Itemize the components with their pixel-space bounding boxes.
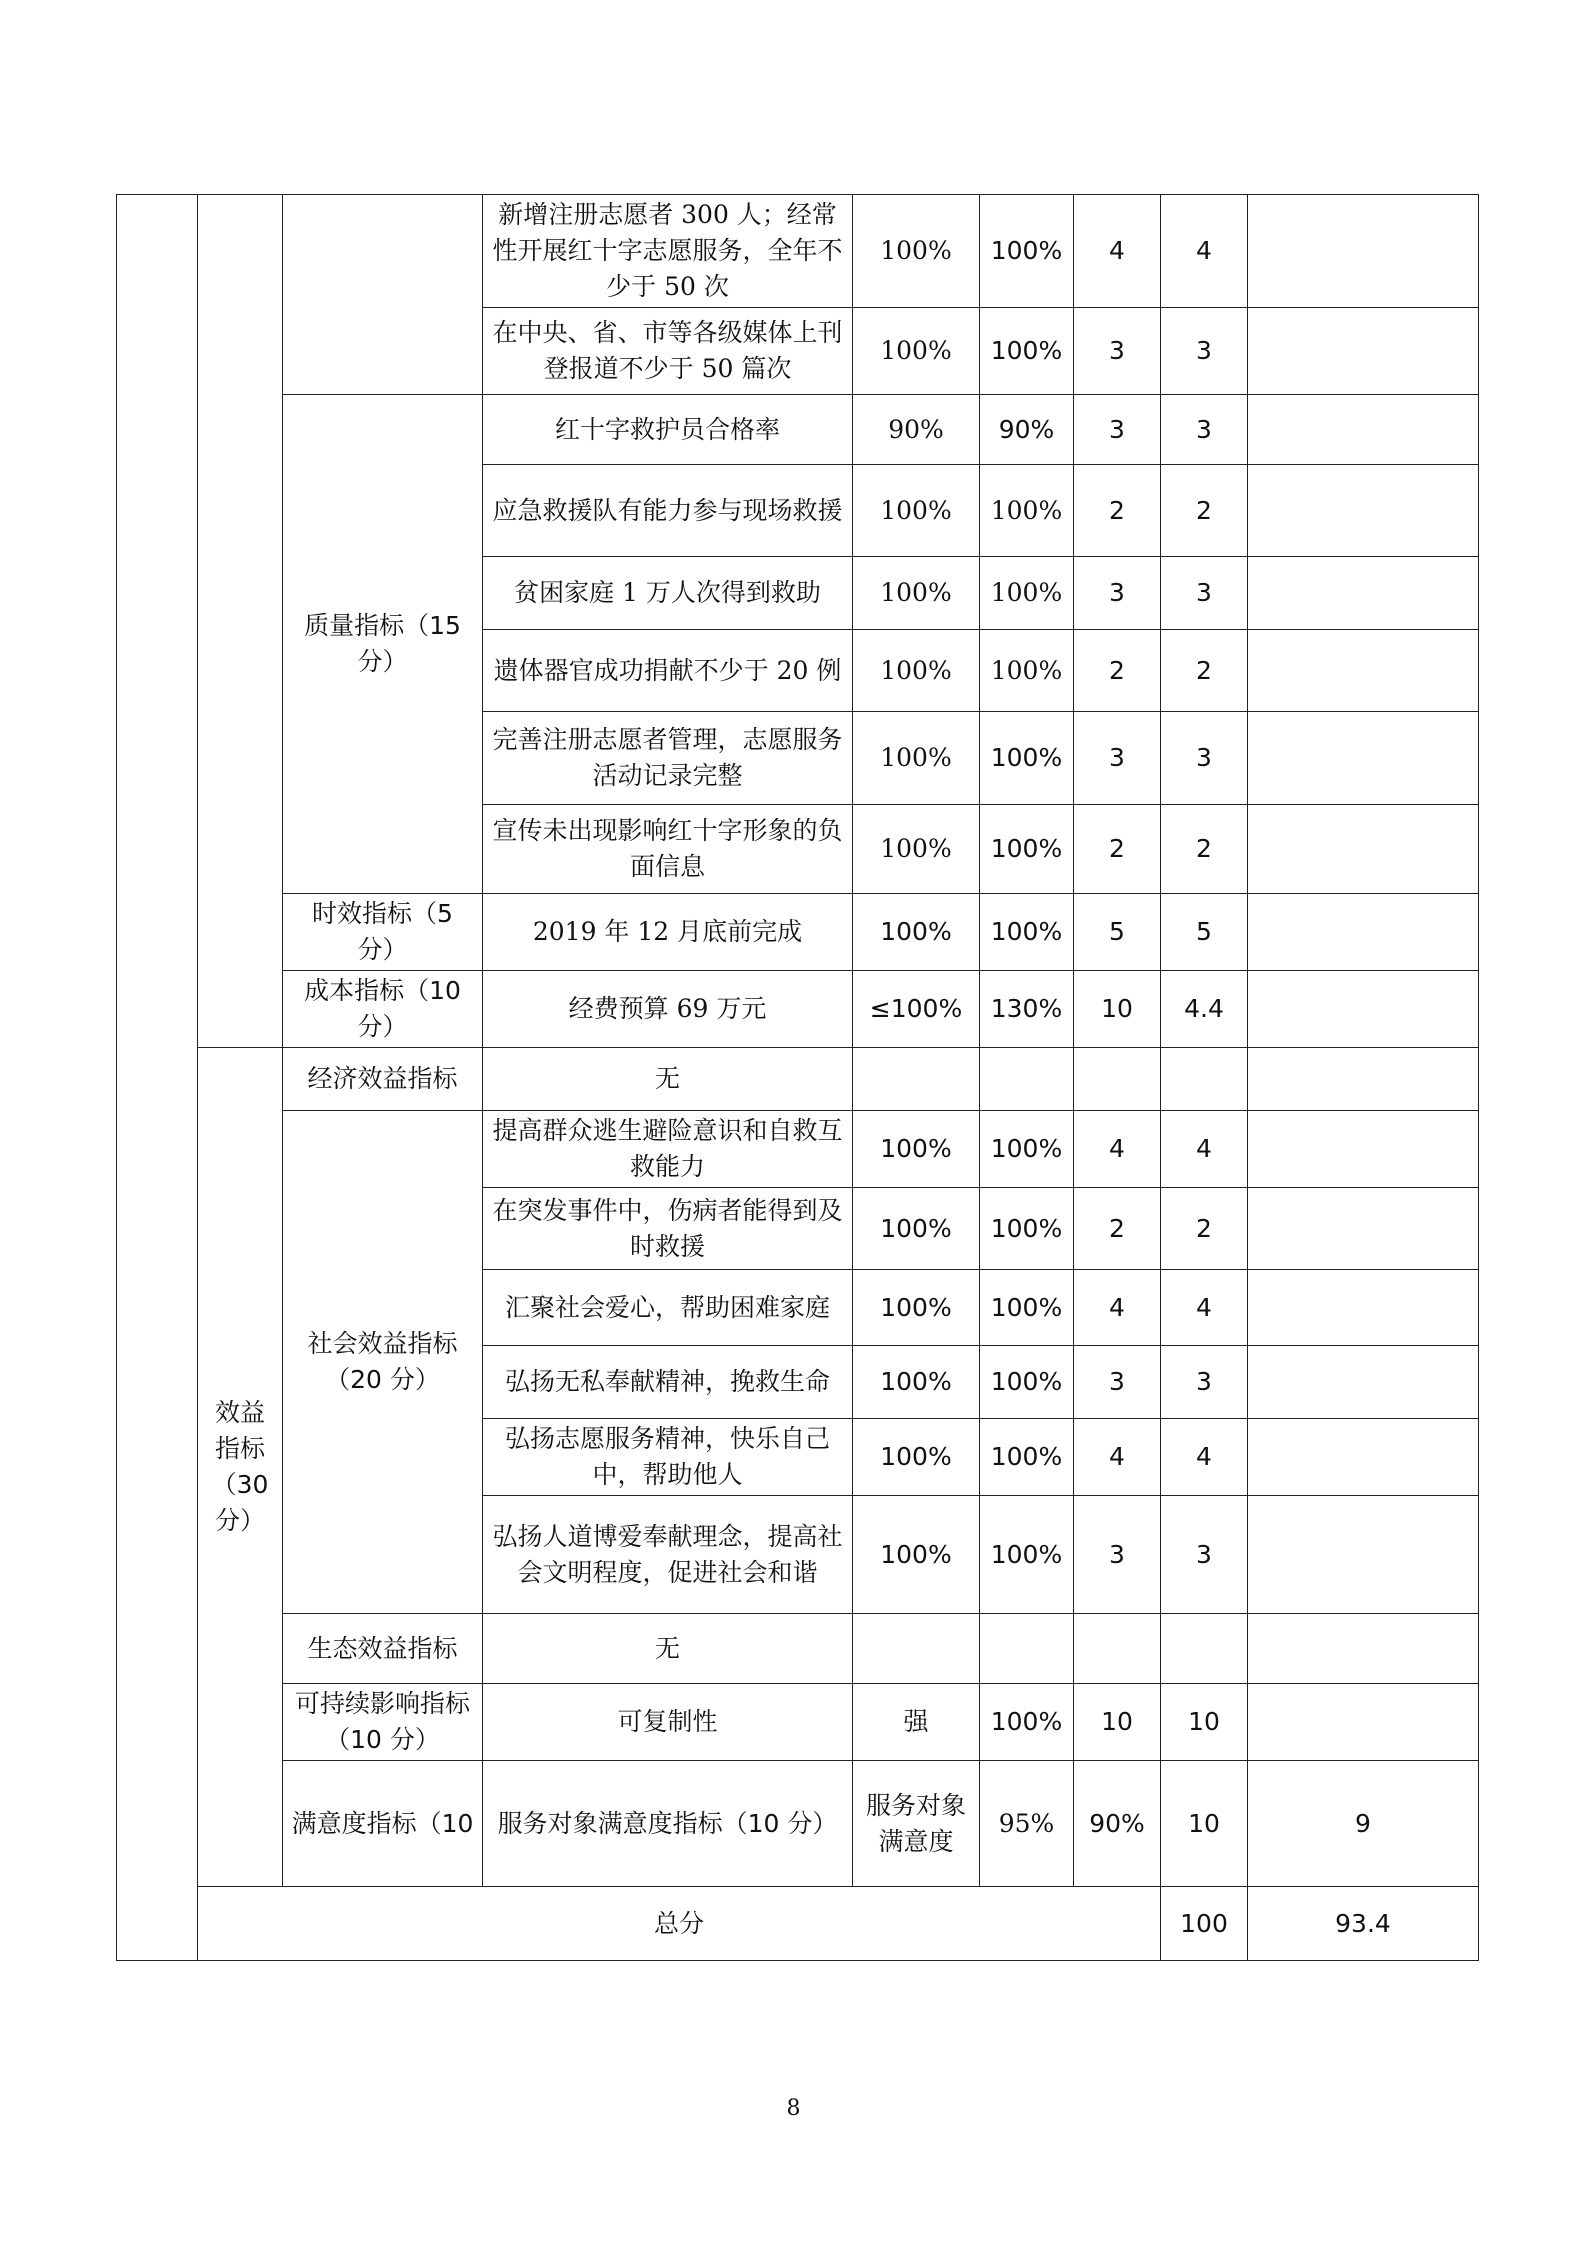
indicator-cell: 服务对象满意度 <box>853 1761 980 1887</box>
target-value-cell: 95% <box>980 1761 1074 1887</box>
score-cell <box>1161 1048 1248 1111</box>
indicator-cell: 宣传未出现影响红十字形象的负面信息 <box>483 805 853 894</box>
note-cell <box>1248 557 1479 630</box>
note-cell <box>1248 465 1479 557</box>
total-score-cell: 93.4 <box>1248 1887 1479 1961</box>
note-cell <box>1248 308 1479 395</box>
weight-cell: 4 <box>1074 1270 1161 1346</box>
weight-cell: 3 <box>1074 395 1161 465</box>
actual-value-cell: 100% <box>980 308 1074 395</box>
first-level-blank-cell <box>117 195 198 1961</box>
score-cell: 5 <box>1161 894 1248 971</box>
social-category-cell: 社会效益指标（20 分） <box>283 1111 483 1614</box>
score-cell: 3 <box>1161 1346 1248 1419</box>
target-value-cell: 100% <box>853 630 980 712</box>
note-cell <box>1248 712 1479 805</box>
satisfaction-dimension-cell: 满意度指标（10 <box>283 1761 483 1887</box>
page-number: 8 <box>786 2096 801 2121</box>
note-cell <box>1248 1346 1479 1419</box>
table-row <box>117 1614 1479 1684</box>
indicator-cell: 弘扬志愿服务精神，快乐自己中，帮助他人 <box>483 1419 853 1496</box>
actual-value-cell <box>980 1048 1074 1111</box>
timeliness-category-cell: 时效指标（5 分） <box>283 894 483 971</box>
sustainable-category-cell: 可持续影响指标（10 分） <box>283 1684 483 1761</box>
indicator-cell: 无 <box>483 1614 853 1684</box>
note-cell <box>1248 1684 1479 1761</box>
indicator-cell: 2019 年 12 月底前完成 <box>483 894 853 971</box>
weight-cell: 3 <box>1074 1496 1161 1614</box>
note-cell <box>1248 1419 1479 1496</box>
actual-value-cell: 100% <box>980 465 1074 557</box>
score-cell: 3 <box>1161 395 1248 465</box>
indicator-cell: 应急救援队有能力参与现场救援 <box>483 465 853 557</box>
actual-value-cell: 100% <box>980 195 1074 308</box>
target-value-cell: 100% <box>853 1188 980 1270</box>
note-cell <box>1248 894 1479 971</box>
table-row <box>117 1048 1479 1111</box>
weight-cell: 2 <box>1074 465 1161 557</box>
output-dimension-cell <box>198 195 283 1048</box>
note-cell <box>1248 1111 1479 1188</box>
score-cell: 4 <box>1161 1111 1248 1188</box>
target-value-cell: 100% <box>853 712 980 805</box>
note-cell <box>1248 1270 1479 1346</box>
target-value-cell <box>853 1614 980 1684</box>
score-cell: 4 <box>1161 1270 1248 1346</box>
score-cell <box>1161 1614 1248 1684</box>
weight-cell: 3 <box>1074 557 1161 630</box>
actual-value-cell: 100% <box>980 894 1074 971</box>
actual-value-cell: 100% <box>980 1111 1074 1188</box>
actual-value-cell: 100% <box>980 805 1074 894</box>
actual-value-cell: 100% <box>980 712 1074 805</box>
weight-cell <box>1074 1614 1161 1684</box>
weight-cell: 2 <box>1074 630 1161 712</box>
weight-cell: 10 <box>1161 1761 1248 1887</box>
score-cell: 2 <box>1161 630 1248 712</box>
note-cell <box>1248 1048 1479 1111</box>
actual-value-cell: 100% <box>980 1684 1074 1761</box>
note-cell <box>1248 395 1479 465</box>
target-value-cell: 强 <box>853 1684 980 1761</box>
table-row <box>117 971 1479 1048</box>
score-cell: 3 <box>1161 308 1248 395</box>
indicator-cell: 无 <box>483 1048 853 1111</box>
quality-category-cell: 质量指标（15 分） <box>283 395 483 894</box>
weight-cell: 4 <box>1074 195 1161 308</box>
weight-cell: 4 <box>1074 1111 1161 1188</box>
weight-cell <box>1074 1048 1161 1111</box>
weight-cell: 3 <box>1074 308 1161 395</box>
indicator-cell: 弘扬无私奉献精神，挽救生命 <box>483 1346 853 1419</box>
note-cell <box>1248 805 1479 894</box>
benefit-dimension-cell: 效益指标（30 分） <box>198 1048 283 1887</box>
indicator-cell: 提高群众逃生避险意识和自救互救能力 <box>483 1111 853 1188</box>
actual-value-cell: 100% <box>980 630 1074 712</box>
quantity-category-cell <box>283 195 483 395</box>
target-value-cell <box>853 1048 980 1111</box>
target-value-cell: 100% <box>853 1419 980 1496</box>
score-cell: 3 <box>1161 557 1248 630</box>
weight-cell: 2 <box>1074 805 1161 894</box>
actual-value-cell: 100% <box>980 1496 1074 1614</box>
service-category-cell: 服务对象满意度指标（10 分） <box>483 1761 853 1887</box>
target-value-cell: 100% <box>853 1270 980 1346</box>
indicator-cell: 经费预算 69 万元 <box>483 971 853 1048</box>
indicator-cell: 可复制性 <box>483 1684 853 1761</box>
actual-value-cell: 130% <box>980 971 1074 1048</box>
table-row <box>117 894 1479 971</box>
target-value-cell: 100% <box>853 805 980 894</box>
score-cell: 3 <box>1161 712 1248 805</box>
total-label-cell: 总分 <box>198 1887 1161 1961</box>
indicator-cell: 汇聚社会爱心，帮助困难家庭 <box>483 1270 853 1346</box>
score-cell: 3 <box>1161 1496 1248 1614</box>
score-cell: 2 <box>1161 805 1248 894</box>
note-cell <box>1248 630 1479 712</box>
score-cell: 4 <box>1161 195 1248 308</box>
weight-cell: 4 <box>1074 1419 1161 1496</box>
indicator-cell: 在突发事件中，伤病者能得到及时救援 <box>483 1188 853 1270</box>
table-row <box>117 1761 1479 1887</box>
cost-category-cell: 成本指标（10 分） <box>283 971 483 1048</box>
target-value-cell: 100% <box>853 195 980 308</box>
actual-value-cell <box>980 1614 1074 1684</box>
weight-cell: 3 <box>1074 712 1161 805</box>
indicator-cell: 弘扬人道博爱奉献理念，提高社会文明程度，促进社会和谐 <box>483 1496 853 1614</box>
weight-cell: 5 <box>1074 894 1161 971</box>
note-cell <box>1248 1614 1479 1684</box>
indicator-cell: 在中央、省、市等各级媒体上刊登报道不少于 50 篇次 <box>483 308 853 395</box>
indicator-cell: 遗体器官成功捐献不少于 20 例 <box>483 630 853 712</box>
table-row <box>117 1684 1479 1761</box>
target-value-cell: ≤100% <box>853 971 980 1048</box>
score-cell: 4.4 <box>1161 971 1248 1048</box>
weight-cell: 10 <box>1074 971 1161 1048</box>
indicator-cell: 贫困家庭 1 万人次得到救助 <box>483 557 853 630</box>
score-cell: 2 <box>1161 1188 1248 1270</box>
actual-value-cell: 100% <box>980 1419 1074 1496</box>
table-row <box>117 195 1479 308</box>
ecological-category-cell: 生态效益指标 <box>283 1614 483 1684</box>
target-value-cell: 100% <box>853 894 980 971</box>
performance-evaluation-table <box>116 194 1479 1961</box>
target-value-cell: 100% <box>853 1111 980 1188</box>
score-cell: 9 <box>1248 1761 1479 1887</box>
note-cell <box>1248 195 1479 308</box>
actual-value-cell: 90% <box>980 395 1074 465</box>
actual-value-cell: 100% <box>980 1188 1074 1270</box>
target-value-cell: 100% <box>853 308 980 395</box>
actual-value-cell: 100% <box>980 1346 1074 1419</box>
indicator-cell: 新增注册志愿者 300 人；经常性开展红十字志愿服务，全年不少于 50 次 <box>483 195 853 308</box>
score-cell: 10 <box>1161 1684 1248 1761</box>
total-weight-cell: 100 <box>1161 1887 1248 1961</box>
note-cell <box>1248 971 1479 1048</box>
indicator-cell: 完善注册志愿者管理，志愿服务活动记录完整 <box>483 712 853 805</box>
score-cell: 4 <box>1161 1419 1248 1496</box>
target-value-cell: 100% <box>853 557 980 630</box>
actual-value-cell: 100% <box>980 1270 1074 1346</box>
table-row <box>117 395 1479 465</box>
score-cell: 2 <box>1161 465 1248 557</box>
economic-category-cell: 经济效益指标 <box>283 1048 483 1111</box>
weight-cell: 2 <box>1074 1188 1161 1270</box>
note-cell <box>1248 1188 1479 1270</box>
weight-cell: 10 <box>1074 1684 1161 1761</box>
total-row <box>117 1887 1479 1961</box>
target-value-cell: 90% <box>853 395 980 465</box>
table-row <box>117 1111 1479 1188</box>
indicator-cell: 红十字救护员合格率 <box>483 395 853 465</box>
actual-value-cell: 100% <box>980 557 1074 630</box>
actual-value-cell: 90% <box>1074 1761 1161 1887</box>
target-value-cell: 100% <box>853 1496 980 1614</box>
target-value-cell: 100% <box>853 1346 980 1419</box>
target-value-cell: 100% <box>853 465 980 557</box>
note-cell <box>1248 1496 1479 1614</box>
weight-cell: 3 <box>1074 1346 1161 1419</box>
